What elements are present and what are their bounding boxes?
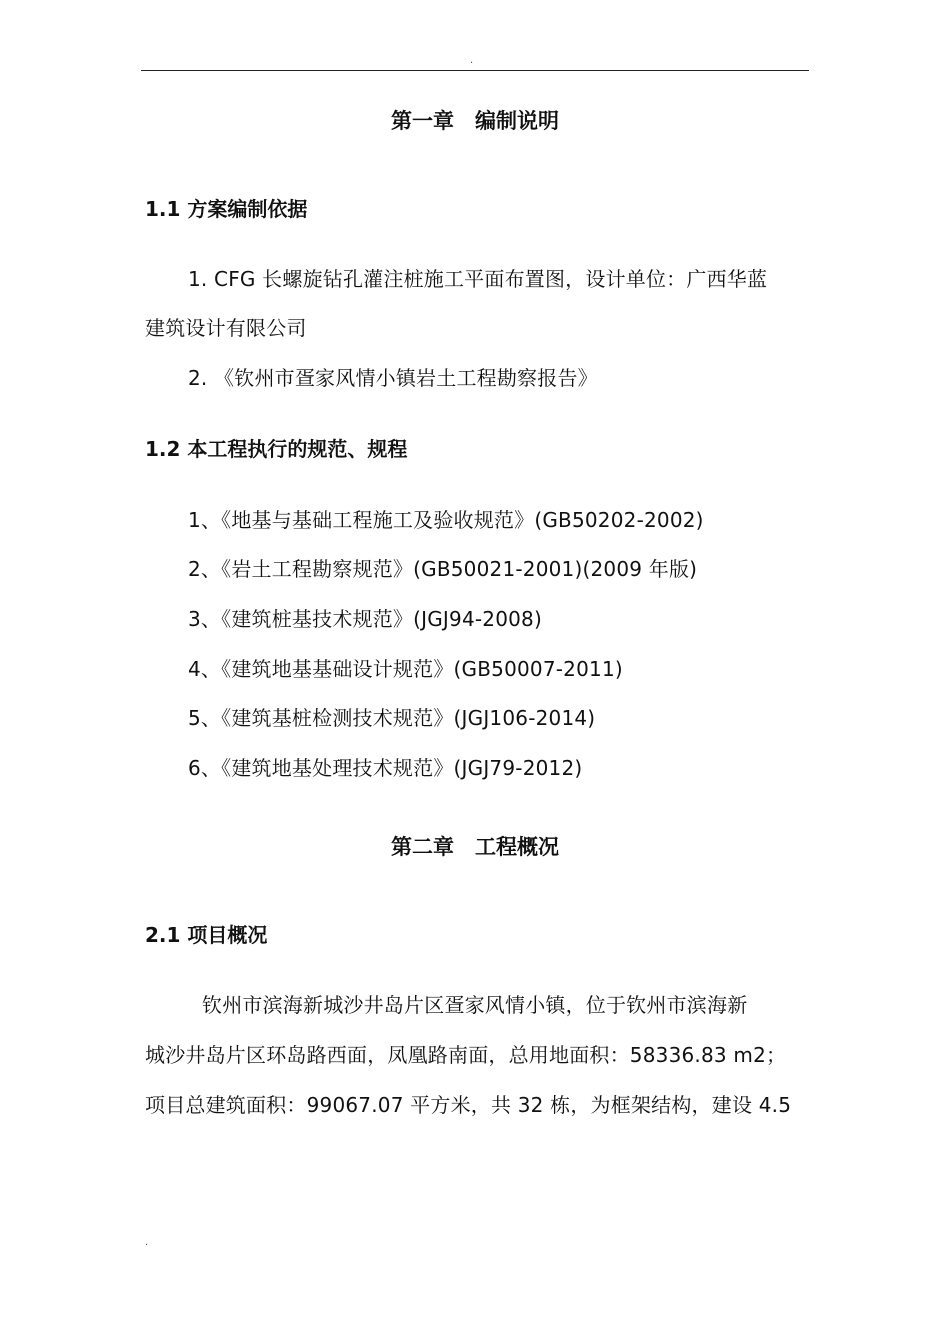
header-mark: . [470, 55, 474, 66]
basis-item-1-line-1: 1. CFG 长螺旋钻孔灌注桩施工平面布置图，设计单位：广西华蓝 [188, 267, 768, 291]
chapter-1-title: 第一章 编制说明 [391, 109, 559, 133]
standard-item-3: 3、《建筑桩基技术规范》(JGJ94-2008) [188, 607, 542, 631]
section-2-1-heading: 2.1 项目概况 [145, 923, 268, 947]
chapter-2-title: 第二章 工程概况 [391, 835, 559, 859]
basis-item-1-line-2: 建筑设计有限公司 [145, 316, 307, 340]
standard-item-1: 1、《地基与基础工程施工及验收规范》(GB50202-2002) [188, 508, 704, 532]
section-1-2-heading: 1.2 本工程执行的规范、规程 [145, 437, 408, 461]
basis-item-2: 2. 《钦州市疍家风情小镇岩土工程勘察报告》 [188, 366, 598, 390]
header-rule [141, 70, 809, 71]
standard-item-5: 5、《建筑基桩检测技术规范》(JGJ106-2014) [188, 706, 596, 730]
overview-line-2: 城沙井岛片区环岛路西面，凤凰路南面，总用地面积：58336.83 m2； [145, 1043, 787, 1067]
standard-item-4: 4、《建筑地基基础设计规范》(GB50007-2011) [188, 657, 623, 681]
overview-line-3: 项目总建筑面积：99067.07 平方米，共 32 栋，为框架结构，建设 4.5 [145, 1093, 792, 1117]
footer-mark: . [145, 1237, 149, 1248]
section-1-1-heading: 1.1 方案编制依据 [145, 197, 308, 221]
standard-item-2: 2、《岩土工程勘察规范》(GB50021-2001)(2009 年版) [188, 557, 698, 581]
standard-item-6: 6、《建筑地基处理技术规范》(JGJ79-2012) [188, 756, 583, 780]
overview-line-1: 钦州市滨海新城沙井岛片区疍家风情小镇，位于钦州市滨海新 [202, 993, 748, 1017]
